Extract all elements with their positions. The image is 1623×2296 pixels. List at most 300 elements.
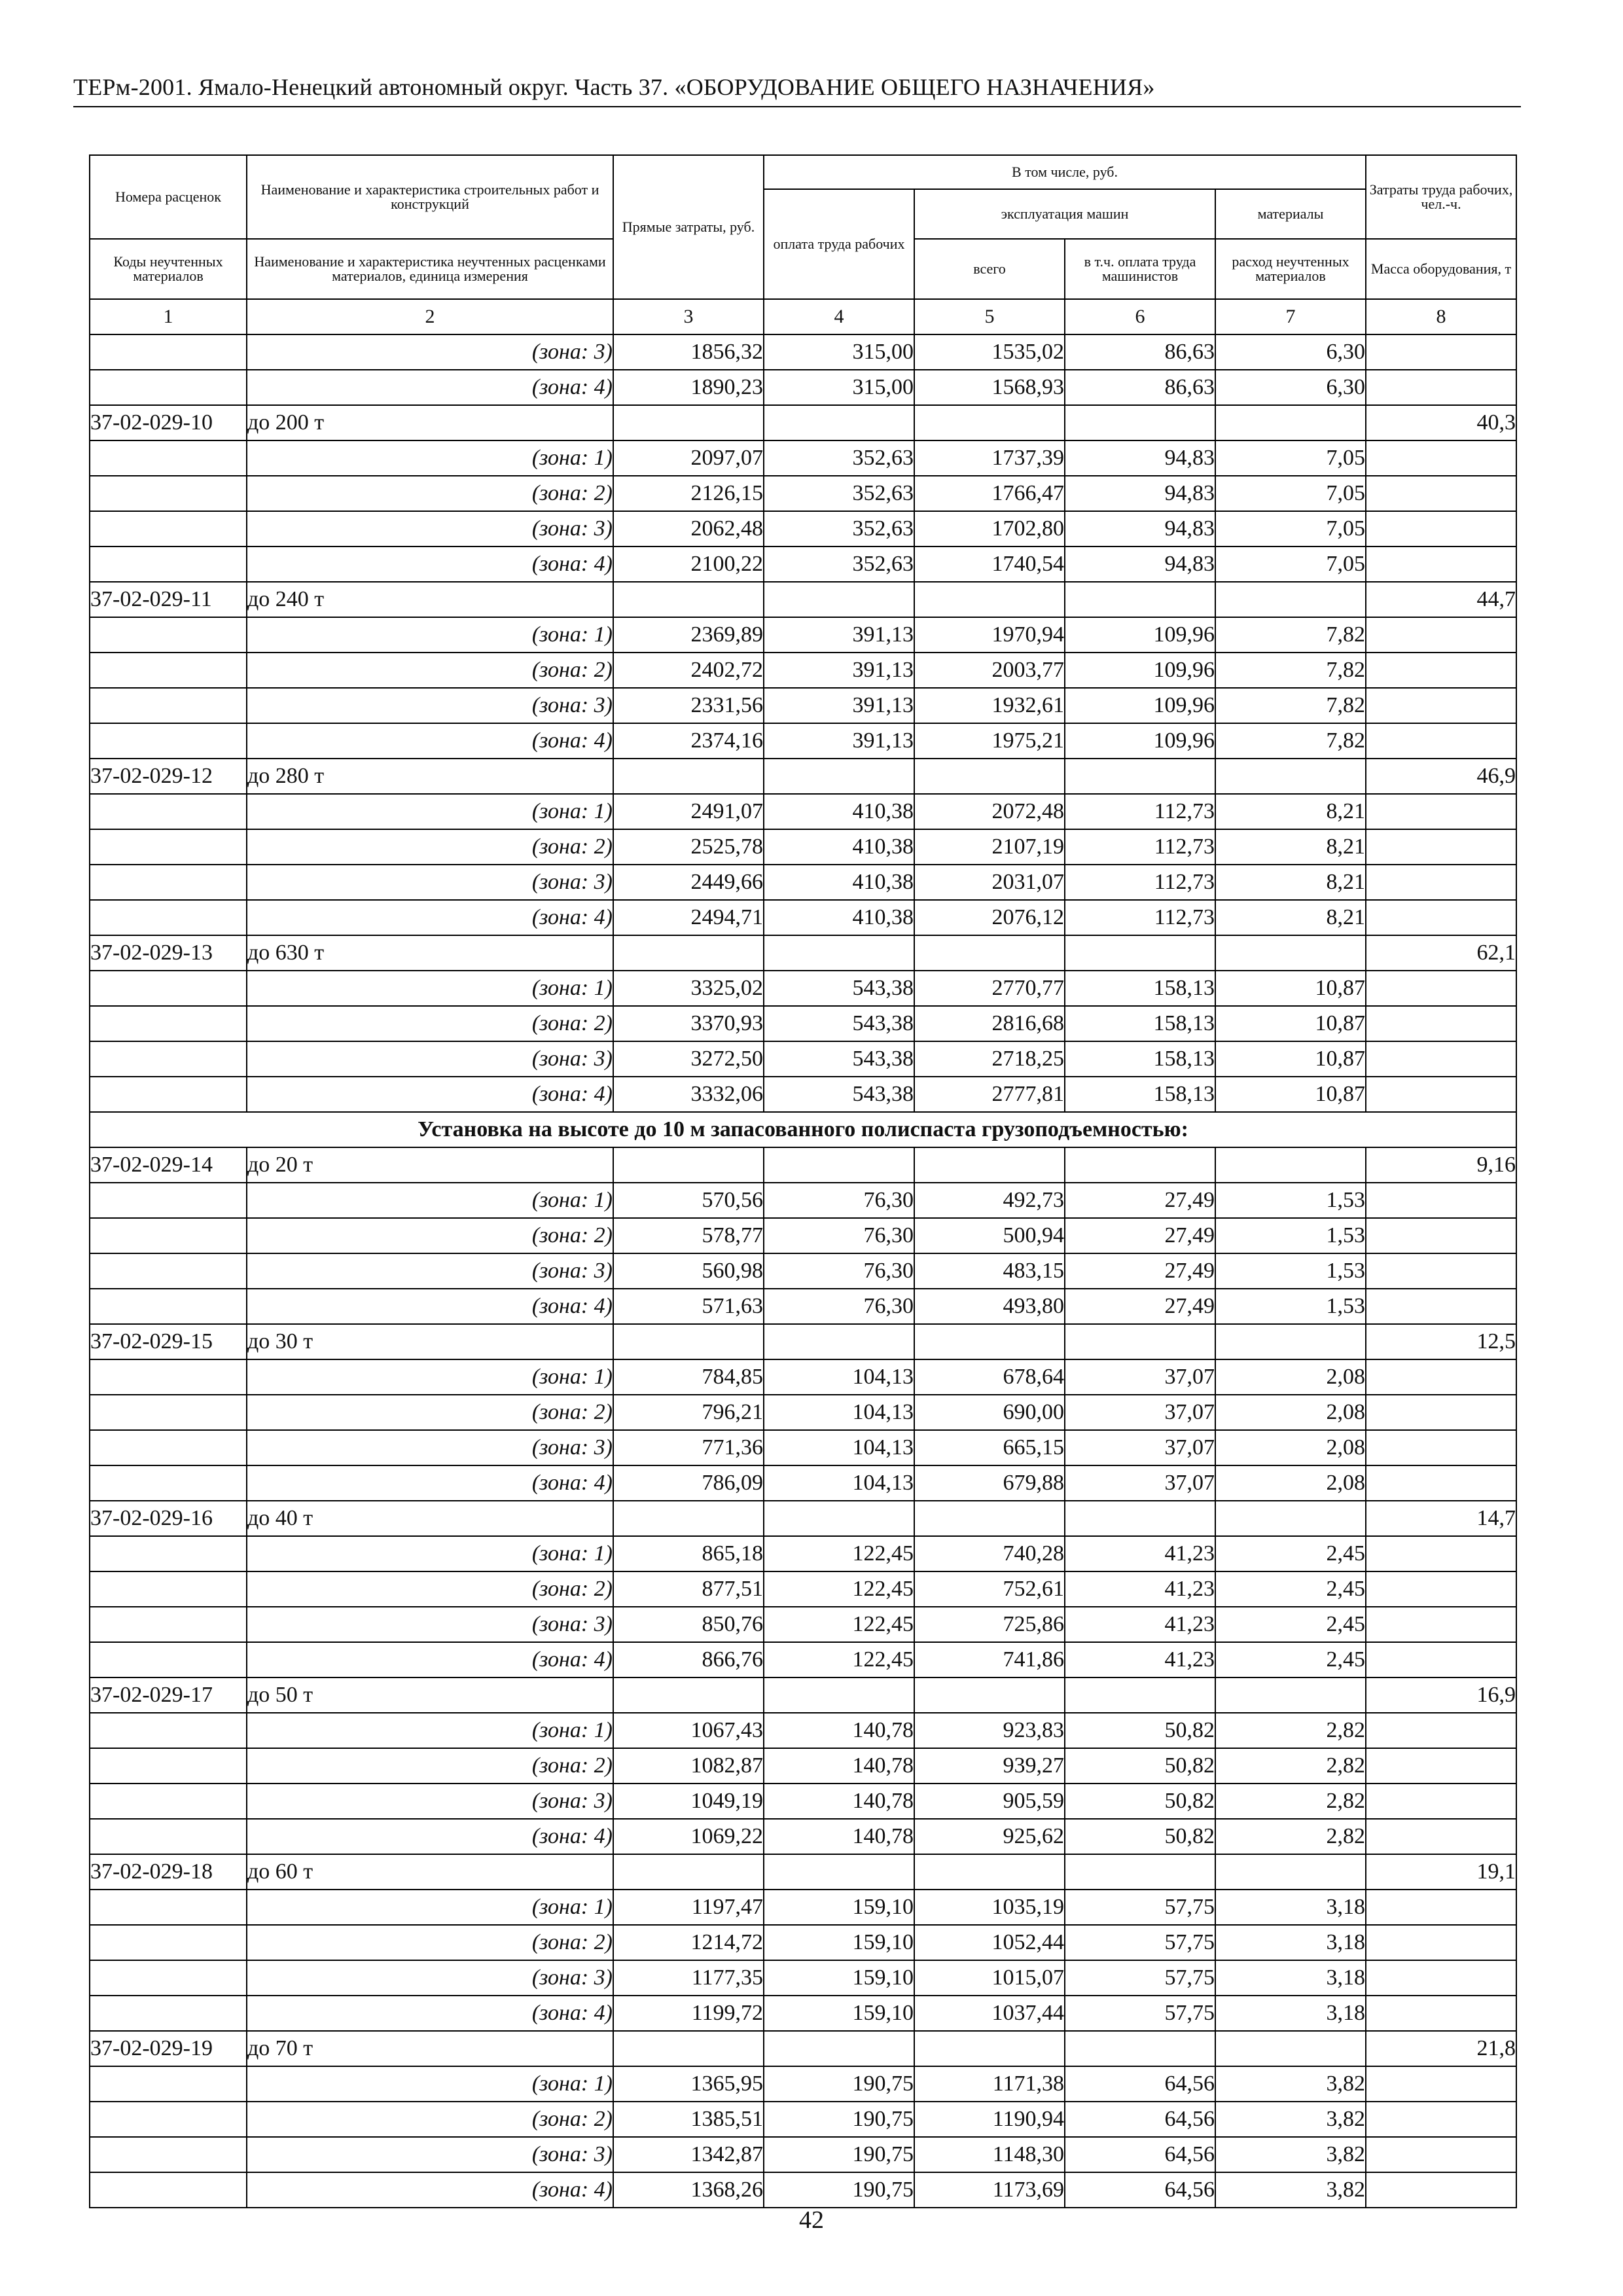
direct-costs-value: 570,56 bbox=[613, 1183, 764, 1218]
labor-pay-value: 122,45 bbox=[764, 1571, 914, 1607]
empty-cell bbox=[1065, 1854, 1215, 1890]
zone-row bbox=[90, 1925, 1516, 1960]
machines-total-value: 1015,07 bbox=[914, 1960, 1065, 1996]
materials-value: 8,21 bbox=[1215, 865, 1366, 900]
machines-total-value: 1052,44 bbox=[914, 1925, 1065, 1960]
zone-row bbox=[90, 1465, 1516, 1501]
direct-costs-value: 877,51 bbox=[613, 1571, 764, 1607]
operators-pay-value: 109,96 bbox=[1065, 688, 1215, 723]
operators-pay-value: 64,56 bbox=[1065, 2172, 1215, 2208]
machines-total-value: 2816,68 bbox=[914, 1006, 1065, 1041]
col-header-materials: материалы bbox=[1215, 189, 1366, 239]
mass-value bbox=[1366, 1784, 1516, 1819]
empty-cell bbox=[914, 2031, 1065, 2066]
header-rule bbox=[73, 106, 1521, 107]
empty-cell bbox=[1065, 1677, 1215, 1713]
zone-label: (зона: 4) bbox=[247, 370, 613, 405]
rate-code-cell bbox=[90, 1359, 247, 1395]
zone-row bbox=[90, 1819, 1516, 1854]
labor-pay-value: 104,13 bbox=[764, 1465, 914, 1501]
materials-value: 1,53 bbox=[1215, 1289, 1366, 1324]
labor-pay-value: 543,38 bbox=[764, 1077, 914, 1112]
mass-value bbox=[1366, 1183, 1516, 1218]
rate-code-cell bbox=[90, 900, 247, 935]
mass-value bbox=[1366, 688, 1516, 723]
labor-pay-value: 76,30 bbox=[764, 1253, 914, 1289]
zone-row bbox=[90, 1890, 1516, 1925]
mass-value bbox=[1366, 865, 1516, 900]
machines-total-value: 492,73 bbox=[914, 1183, 1065, 1218]
col-header-labor-pay: оплата труда рабочих bbox=[764, 189, 914, 299]
materials-value: 2,45 bbox=[1215, 1642, 1366, 1677]
operators-pay-value: 50,82 bbox=[1065, 1819, 1215, 1854]
zone-row bbox=[90, 1571, 1516, 1607]
zone-label: (зона: 3) bbox=[247, 865, 613, 900]
direct-costs-value: 1067,43 bbox=[613, 1713, 764, 1748]
empty-cell bbox=[1065, 1324, 1215, 1359]
mass-value bbox=[1366, 1041, 1516, 1077]
rate-name: до 20 т bbox=[247, 1147, 613, 1183]
rate-code: 37-02-029-18 bbox=[90, 1854, 247, 1890]
zone-row bbox=[90, 1218, 1516, 1253]
machines-total-value: 740,28 bbox=[914, 1536, 1065, 1571]
machines-total-value: 1190,94 bbox=[914, 2102, 1065, 2137]
machines-total-value: 493,80 bbox=[914, 1289, 1065, 1324]
operators-pay-value: 57,75 bbox=[1065, 1890, 1215, 1925]
equipment-mass: 9,16 bbox=[1366, 1147, 1516, 1183]
operators-pay-value: 94,83 bbox=[1065, 547, 1215, 582]
empty-cell bbox=[1215, 2031, 1366, 2066]
machines-total-value: 1171,38 bbox=[914, 2066, 1065, 2102]
direct-costs-value: 1342,87 bbox=[613, 2137, 764, 2172]
materials-value: 8,21 bbox=[1215, 829, 1366, 865]
operators-pay-value: 27,49 bbox=[1065, 1289, 1215, 1324]
zone-label: (зона: 2) bbox=[247, 1571, 613, 1607]
operators-pay-value: 109,96 bbox=[1065, 653, 1215, 688]
empty-cell bbox=[764, 935, 914, 971]
zone-row bbox=[90, 547, 1516, 582]
rate-code-cell bbox=[90, 865, 247, 900]
labor-pay-value: 104,13 bbox=[764, 1359, 914, 1395]
col-header-machines: эксплуатация машин bbox=[914, 189, 1215, 239]
operators-pay-value: 37,07 bbox=[1065, 1465, 1215, 1501]
direct-costs-value: 784,85 bbox=[613, 1359, 764, 1395]
empty-cell bbox=[764, 1854, 914, 1890]
equipment-mass: 14,7 bbox=[1366, 1501, 1516, 1536]
labor-pay-value: 190,75 bbox=[764, 2102, 914, 2137]
zone-label: (зона: 4) bbox=[247, 2172, 613, 2208]
operators-pay-value: 112,73 bbox=[1065, 794, 1215, 829]
empty-cell bbox=[914, 1677, 1065, 1713]
materials-value: 10,87 bbox=[1215, 1006, 1366, 1041]
materials-value: 2,82 bbox=[1215, 1784, 1366, 1819]
rate-code-cell bbox=[90, 653, 247, 688]
labor-pay-value: 352,63 bbox=[764, 440, 914, 476]
operators-pay-value: 158,13 bbox=[1065, 1077, 1215, 1112]
materials-value: 3,18 bbox=[1215, 1996, 1366, 2031]
direct-costs-value: 2374,16 bbox=[613, 723, 764, 759]
machines-total-value: 1740,54 bbox=[914, 547, 1065, 582]
direct-costs-value: 796,21 bbox=[613, 1395, 764, 1430]
direct-costs-value: 2449,66 bbox=[613, 865, 764, 900]
labor-pay-value: 190,75 bbox=[764, 2172, 914, 2208]
direct-costs-value: 1385,51 bbox=[613, 2102, 764, 2137]
rate-name: до 70 т bbox=[247, 2031, 613, 2066]
mass-value bbox=[1366, 723, 1516, 759]
zone-row bbox=[90, 1748, 1516, 1784]
rate-header-row bbox=[90, 1677, 1516, 1713]
rate-code-cell bbox=[90, 1925, 247, 1960]
zone-label: (зона: 3) bbox=[247, 688, 613, 723]
rate-code-cell bbox=[90, 688, 247, 723]
machines-total-value: 1568,93 bbox=[914, 370, 1065, 405]
rate-code: 37-02-029-19 bbox=[90, 2031, 247, 2066]
machines-total-value: 1766,47 bbox=[914, 476, 1065, 511]
zone-label: (зона: 1) bbox=[247, 617, 613, 653]
zone-label: (зона: 2) bbox=[247, 653, 613, 688]
labor-pay-value: 140,78 bbox=[764, 1713, 914, 1748]
zone-label: (зона: 4) bbox=[247, 1996, 613, 2031]
labor-pay-value: 159,10 bbox=[764, 1996, 914, 2031]
empty-cell bbox=[1215, 1147, 1366, 1183]
rate-code-cell bbox=[90, 1890, 247, 1925]
materials-value: 7,05 bbox=[1215, 476, 1366, 511]
col-header-unaccounted-materials: расход неучтенных материалов bbox=[1215, 239, 1366, 299]
empty-cell bbox=[613, 935, 764, 971]
zone-row bbox=[90, 1642, 1516, 1677]
operators-pay-value: 37,07 bbox=[1065, 1359, 1215, 1395]
zone-row bbox=[90, 1784, 1516, 1819]
machines-total-value: 923,83 bbox=[914, 1713, 1065, 1748]
empty-cell bbox=[764, 582, 914, 617]
materials-value: 3,18 bbox=[1215, 1960, 1366, 1996]
labor-pay-value: 391,13 bbox=[764, 688, 914, 723]
zone-label: (зона: 4) bbox=[247, 723, 613, 759]
mass-value bbox=[1366, 829, 1516, 865]
equipment-mass: 40,3 bbox=[1366, 405, 1516, 440]
machines-total-value: 1975,21 bbox=[914, 723, 1065, 759]
direct-costs-value: 1049,19 bbox=[613, 1784, 764, 1819]
materials-value: 10,87 bbox=[1215, 1077, 1366, 1112]
labor-pay-value: 352,63 bbox=[764, 547, 914, 582]
operators-pay-value: 112,73 bbox=[1065, 829, 1215, 865]
rate-name: до 630 т bbox=[247, 935, 613, 971]
rate-code-cell bbox=[90, 1077, 247, 1112]
col-header-including: В том числе, руб. bbox=[764, 155, 1366, 189]
materials-value: 7,82 bbox=[1215, 617, 1366, 653]
equipment-mass: 44,7 bbox=[1366, 582, 1516, 617]
direct-costs-value: 865,18 bbox=[613, 1536, 764, 1571]
empty-cell bbox=[613, 1677, 764, 1713]
zone-label: (зона: 3) bbox=[247, 511, 613, 547]
zone-label: (зона: 2) bbox=[247, 1925, 613, 1960]
machines-total-value: 483,15 bbox=[914, 1253, 1065, 1289]
empty-cell bbox=[1065, 405, 1215, 440]
zone-label: (зона: 3) bbox=[247, 2137, 613, 2172]
operators-pay-value: 112,73 bbox=[1065, 900, 1215, 935]
rate-code-cell bbox=[90, 1289, 247, 1324]
direct-costs-value: 3272,50 bbox=[613, 1041, 764, 1077]
operators-pay-value: 37,07 bbox=[1065, 1395, 1215, 1430]
operators-pay-value: 41,23 bbox=[1065, 1642, 1215, 1677]
zone-label: (зона: 4) bbox=[247, 1077, 613, 1112]
zone-row bbox=[90, 1960, 1516, 1996]
rate-code-cell bbox=[90, 1006, 247, 1041]
empty-cell bbox=[613, 582, 764, 617]
labor-pay-value: 543,38 bbox=[764, 971, 914, 1006]
zone-label: (зона: 2) bbox=[247, 476, 613, 511]
empty-cell bbox=[613, 1324, 764, 1359]
zone-label: (зона: 2) bbox=[247, 829, 613, 865]
materials-value: 2,45 bbox=[1215, 1571, 1366, 1607]
rate-code: 37-02-029-10 bbox=[90, 405, 247, 440]
column-number: 8 bbox=[1366, 299, 1516, 334]
direct-costs-value: 1197,47 bbox=[613, 1890, 764, 1925]
mass-value bbox=[1366, 900, 1516, 935]
direct-costs-value: 2331,56 bbox=[613, 688, 764, 723]
zone-row bbox=[90, 1430, 1516, 1465]
machines-total-value: 2777,81 bbox=[914, 1077, 1065, 1112]
rate-code-cell bbox=[90, 334, 247, 370]
rate-name: до 40 т bbox=[247, 1501, 613, 1536]
rate-header-row bbox=[90, 405, 1516, 440]
zone-label: (зона: 3) bbox=[247, 1784, 613, 1819]
labor-pay-value: 352,63 bbox=[764, 511, 914, 547]
zone-label: (зона: 4) bbox=[247, 900, 613, 935]
zone-row bbox=[90, 511, 1516, 547]
column-number: 3 bbox=[613, 299, 764, 334]
operators-pay-value: 50,82 bbox=[1065, 1784, 1215, 1819]
zone-row bbox=[90, 1536, 1516, 1571]
zone-label: (зона: 1) bbox=[247, 1890, 613, 1925]
rate-header-row bbox=[90, 1854, 1516, 1890]
empty-cell bbox=[613, 1501, 764, 1536]
zone-label: (зона: 3) bbox=[247, 1430, 613, 1465]
labor-pay-value: 122,45 bbox=[764, 1607, 914, 1642]
labor-pay-value: 410,38 bbox=[764, 900, 914, 935]
mass-value bbox=[1366, 1430, 1516, 1465]
col-header-material-codes: Коды неучтенных материалов bbox=[90, 239, 247, 299]
rate-code: 37-02-029-15 bbox=[90, 1324, 247, 1359]
rate-code-cell bbox=[90, 2066, 247, 2102]
zone-label: (зона: 1) bbox=[247, 794, 613, 829]
materials-value: 8,21 bbox=[1215, 900, 1366, 935]
column-number: 6 bbox=[1065, 299, 1215, 334]
empty-cell bbox=[613, 759, 764, 794]
mass-value bbox=[1366, 1890, 1516, 1925]
labor-pay-value: 315,00 bbox=[764, 334, 914, 370]
rate-code-cell bbox=[90, 1607, 247, 1642]
operators-pay-value: 158,13 bbox=[1065, 971, 1215, 1006]
machines-total-value: 905,59 bbox=[914, 1784, 1065, 1819]
rate-header-row bbox=[90, 935, 1516, 971]
continuation-rows bbox=[90, 334, 1516, 405]
zone-label: (зона: 4) bbox=[247, 547, 613, 582]
materials-value: 2,08 bbox=[1215, 1395, 1366, 1430]
mass-value bbox=[1366, 1359, 1516, 1395]
labor-pay-value: 104,13 bbox=[764, 1395, 914, 1430]
rate-code-cell bbox=[90, 476, 247, 511]
operators-pay-value: 50,82 bbox=[1065, 1713, 1215, 1748]
mass-value bbox=[1366, 1077, 1516, 1112]
mass-value bbox=[1366, 653, 1516, 688]
empty-cell bbox=[1215, 1501, 1366, 1536]
direct-costs-value: 850,76 bbox=[613, 1607, 764, 1642]
materials-value: 3,82 bbox=[1215, 2137, 1366, 2172]
machines-total-value: 741,86 bbox=[914, 1642, 1065, 1677]
empty-cell bbox=[914, 759, 1065, 794]
mass-value bbox=[1366, 1960, 1516, 1996]
empty-cell bbox=[764, 2031, 914, 2066]
machines-total-value: 1737,39 bbox=[914, 440, 1065, 476]
mass-value bbox=[1366, 1925, 1516, 1960]
rate-name: до 240 т bbox=[247, 582, 613, 617]
materials-value: 7,05 bbox=[1215, 511, 1366, 547]
col-header-work-name: Наименование и характеристика строительных работ и конструкций bbox=[247, 155, 613, 239]
zone-row bbox=[90, 1996, 1516, 2031]
operators-pay-value: 57,75 bbox=[1065, 1925, 1215, 1960]
zone-row bbox=[90, 1183, 1516, 1218]
materials-value: 3,82 bbox=[1215, 2066, 1366, 2102]
operators-pay-value: 158,13 bbox=[1065, 1006, 1215, 1041]
zone-row bbox=[90, 829, 1516, 865]
rate-code-cell bbox=[90, 1395, 247, 1430]
rate-code: 37-02-029-17 bbox=[90, 1677, 247, 1713]
direct-costs-value: 2491,07 bbox=[613, 794, 764, 829]
direct-costs-value: 2100,22 bbox=[613, 547, 764, 582]
rate-code: 37-02-029-11 bbox=[90, 582, 247, 617]
machines-total-value: 1037,44 bbox=[914, 1996, 1065, 2031]
rate-name: до 60 т bbox=[247, 1854, 613, 1890]
rate-code-cell bbox=[90, 440, 247, 476]
direct-costs-value: 3325,02 bbox=[613, 971, 764, 1006]
labor-pay-value: 190,75 bbox=[764, 2066, 914, 2102]
rate-code-cell bbox=[90, 547, 247, 582]
empty-cell bbox=[1215, 759, 1366, 794]
zone-row bbox=[90, 370, 1516, 405]
zone-label: (зона: 2) bbox=[247, 1748, 613, 1784]
zone-row bbox=[90, 440, 1516, 476]
operators-pay-value: 41,23 bbox=[1065, 1607, 1215, 1642]
zone-row bbox=[90, 865, 1516, 900]
operators-pay-value: 109,96 bbox=[1065, 723, 1215, 759]
direct-costs-value: 560,98 bbox=[613, 1253, 764, 1289]
operators-pay-value: 41,23 bbox=[1065, 1536, 1215, 1571]
zone-label: (зона: 3) bbox=[247, 334, 613, 370]
equipment-mass: 16,9 bbox=[1366, 1677, 1516, 1713]
machines-total-value: 1148,30 bbox=[914, 2137, 1065, 2172]
labor-pay-value: 159,10 bbox=[764, 1960, 914, 1996]
materials-value: 6,30 bbox=[1215, 370, 1366, 405]
machines-total-value: 725,86 bbox=[914, 1607, 1065, 1642]
page-number: 42 bbox=[799, 2206, 824, 2234]
zone-label: (зона: 2) bbox=[247, 1218, 613, 1253]
zone-row bbox=[90, 2172, 1516, 2208]
machines-total-value: 690,00 bbox=[914, 1395, 1065, 1430]
equipment-mass: 62,1 bbox=[1366, 935, 1516, 971]
rate-code-cell bbox=[90, 617, 247, 653]
materials-value: 3,82 bbox=[1215, 2102, 1366, 2137]
mass-value bbox=[1366, 1748, 1516, 1784]
machines-total-value: 1173,69 bbox=[914, 2172, 1065, 2208]
rate-code-cell bbox=[90, 794, 247, 829]
rate-code-cell bbox=[90, 2137, 247, 2172]
rate-code-cell bbox=[90, 2172, 247, 2208]
rate-groups-small bbox=[90, 1147, 1516, 2208]
operators-pay-value: 94,83 bbox=[1065, 511, 1215, 547]
direct-costs-value: 2062,48 bbox=[613, 511, 764, 547]
empty-cell bbox=[764, 1324, 914, 1359]
labor-pay-value: 76,30 bbox=[764, 1183, 914, 1218]
empty-cell bbox=[764, 1147, 914, 1183]
direct-costs-value: 1365,95 bbox=[613, 2066, 764, 2102]
rate-header-row bbox=[90, 1147, 1516, 1183]
materials-value: 3,18 bbox=[1215, 1890, 1366, 1925]
operators-pay-value: 41,23 bbox=[1065, 1571, 1215, 1607]
zone-row bbox=[90, 688, 1516, 723]
direct-costs-value: 2097,07 bbox=[613, 440, 764, 476]
materials-value: 10,87 bbox=[1215, 1041, 1366, 1077]
operators-pay-value: 109,96 bbox=[1065, 617, 1215, 653]
direct-costs-value: 571,63 bbox=[613, 1289, 764, 1324]
mass-value bbox=[1366, 1395, 1516, 1430]
labor-pay-value: 122,45 bbox=[764, 1536, 914, 1571]
operators-pay-value: 27,49 bbox=[1065, 1253, 1215, 1289]
rate-code-cell bbox=[90, 1784, 247, 1819]
materials-value: 7,82 bbox=[1215, 688, 1366, 723]
empty-cell bbox=[1215, 935, 1366, 971]
zone-label: (зона: 1) bbox=[247, 1713, 613, 1748]
column-number: 4 bbox=[764, 299, 914, 334]
empty-cell bbox=[914, 935, 1065, 971]
mass-value bbox=[1366, 476, 1516, 511]
zone-label: (зона: 3) bbox=[247, 1253, 613, 1289]
section-heading bbox=[90, 1112, 1516, 1147]
direct-costs-value: 2494,71 bbox=[613, 900, 764, 935]
column-number: 1 bbox=[90, 299, 247, 334]
empty-cell bbox=[914, 582, 1065, 617]
zone-label: (зона: 4) bbox=[247, 1642, 613, 1677]
machines-total-value: 925,62 bbox=[914, 1819, 1065, 1854]
col-header-rate-number: Номера расценок bbox=[90, 155, 247, 239]
zone-row bbox=[90, 1289, 1516, 1324]
rate-code-cell bbox=[90, 1571, 247, 1607]
mass-value bbox=[1366, 370, 1516, 405]
rate-code-cell bbox=[90, 1642, 247, 1677]
zone-label: (зона: 1) bbox=[247, 971, 613, 1006]
rate-name: до 200 т bbox=[247, 405, 613, 440]
zone-row bbox=[90, 723, 1516, 759]
materials-value: 2,08 bbox=[1215, 1430, 1366, 1465]
materials-value: 3,82 bbox=[1215, 2172, 1366, 2208]
mass-value bbox=[1366, 1536, 1516, 1571]
empty-cell bbox=[1065, 582, 1215, 617]
col-header-material-names: Наименование и характеристика неучтенных расценками материалов, единица измерения bbox=[247, 239, 613, 299]
mass-value bbox=[1366, 2172, 1516, 2208]
mass-value bbox=[1366, 511, 1516, 547]
zone-label: (зона: 2) bbox=[247, 1006, 613, 1041]
rate-code: 37-02-029-14 bbox=[90, 1147, 247, 1183]
rate-code-cell bbox=[90, 511, 247, 547]
rate-code: 37-02-029-16 bbox=[90, 1501, 247, 1536]
labor-pay-value: 104,13 bbox=[764, 1430, 914, 1465]
zone-row bbox=[90, 1041, 1516, 1077]
rate-code-cell bbox=[90, 1713, 247, 1748]
machines-total-value: 1970,94 bbox=[914, 617, 1065, 653]
machines-total-value: 2107,19 bbox=[914, 829, 1065, 865]
materials-value: 1,53 bbox=[1215, 1218, 1366, 1253]
operators-pay-value: 64,56 bbox=[1065, 2102, 1215, 2137]
